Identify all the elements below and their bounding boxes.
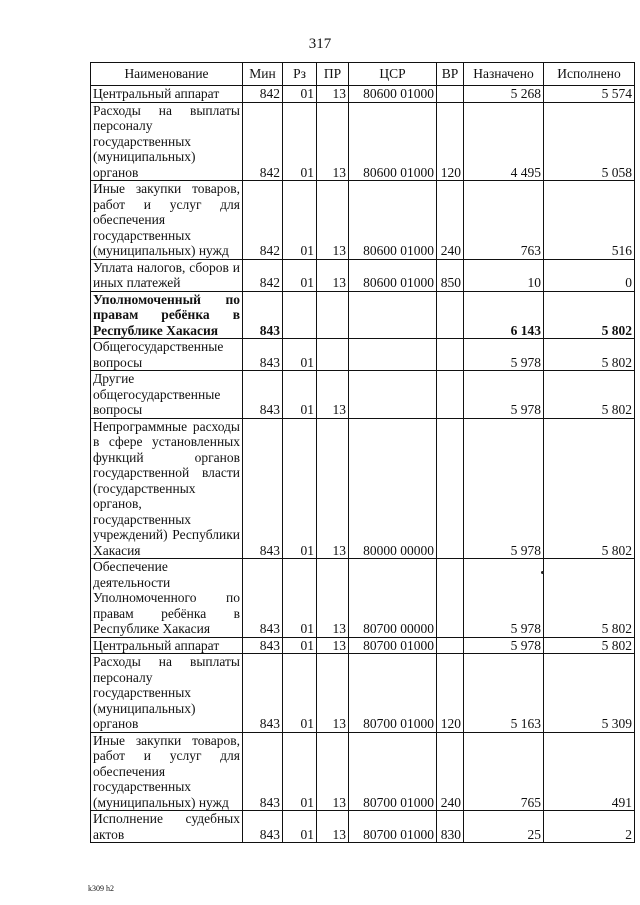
table-row xyxy=(91,86,635,103)
cell-rz: 01 xyxy=(283,654,317,733)
cell-assigned: 763 xyxy=(464,181,544,260)
cell-executed: 5 802 xyxy=(544,291,635,339)
cell-csr xyxy=(349,339,437,371)
cell-vr: 120 xyxy=(437,654,464,733)
budget-table xyxy=(90,62,635,843)
cell-rz: 01 xyxy=(283,86,317,103)
cell-min: 842 xyxy=(243,181,283,260)
cell-min: 843 xyxy=(243,654,283,733)
cell-name: Другие общегосударственные вопросы xyxy=(91,371,243,419)
cell-pr: 13 xyxy=(317,654,349,733)
cell-vr: 120 xyxy=(437,102,464,181)
cell-csr xyxy=(349,371,437,419)
table-row xyxy=(91,291,635,339)
cell-rz: 01 xyxy=(283,259,317,291)
cell-name: Расходы на выплаты персоналу государственных (муниципальных) органов xyxy=(91,654,243,733)
cell-min: 842 xyxy=(243,259,283,291)
cell-csr: 80700 01000 xyxy=(349,732,437,811)
cell-name: Уплата налогов, сборов и иных платежей xyxy=(91,259,243,291)
table-row xyxy=(91,181,635,260)
cell-csr: 80600 01000 xyxy=(349,181,437,260)
cell-pr: 13 xyxy=(317,732,349,811)
table-row xyxy=(91,259,635,291)
cell-name: Обеспечение деятельности Уполномоченного по правам ребёнка в Республике Хакасия xyxy=(91,559,243,638)
cell-vr xyxy=(437,339,464,371)
cell-vr xyxy=(437,559,464,638)
cell-min: 843 xyxy=(243,418,283,559)
cell-vr: 240 xyxy=(437,732,464,811)
cell-pr: 13 xyxy=(317,811,349,843)
table-row xyxy=(91,654,635,733)
cell-assigned: 5 978 xyxy=(464,371,544,419)
cell-vr xyxy=(437,291,464,339)
cell-pr xyxy=(317,339,349,371)
cell-vr xyxy=(437,637,464,654)
cell-pr xyxy=(317,291,349,339)
cell-min: 843 xyxy=(243,811,283,843)
cell-csr: 80700 01000 xyxy=(349,654,437,733)
cell-min: 843 xyxy=(243,291,283,339)
cell-executed: 5 309 xyxy=(544,654,635,733)
cell-pr: 13 xyxy=(317,559,349,638)
cell-rz: 01 xyxy=(283,811,317,843)
cell-pr: 13 xyxy=(317,181,349,260)
cell-name: Уполномоченный по правам ребёнка в Республике Хакасия xyxy=(91,291,243,339)
cell-name: Иные закупки товаров, работ и услуг для обеспечения государственных (муниципальных) нужд xyxy=(91,181,243,260)
column-header: ЦСР xyxy=(349,63,437,86)
cell-vr xyxy=(437,86,464,103)
cell-executed: 5 802 xyxy=(544,339,635,371)
cell-assigned: 10 xyxy=(464,259,544,291)
column-header: Рз xyxy=(283,63,317,86)
cell-executed: 0 xyxy=(544,259,635,291)
cell-rz: 01 xyxy=(283,732,317,811)
cell-min: 842 xyxy=(243,86,283,103)
cell-pr: 13 xyxy=(317,637,349,654)
table-row xyxy=(91,559,635,638)
cell-min: 843 xyxy=(243,559,283,638)
cell-name: Общегосударственные вопросы xyxy=(91,339,243,371)
cell-name: Центральный аппарат xyxy=(91,637,243,654)
cell-assigned: 765 xyxy=(464,732,544,811)
column-header: Наименование xyxy=(91,63,243,86)
cell-name: Центральный аппарат xyxy=(91,86,243,103)
cell-assigned: 4 495 xyxy=(464,102,544,181)
cell-rz: 01 xyxy=(283,559,317,638)
cell-executed: 5 802 xyxy=(544,418,635,559)
cell-vr xyxy=(437,371,464,419)
cell-executed: 5 802 xyxy=(544,371,635,419)
cell-name: Иные закупки товаров, работ и услуг для обеспечения государственных (муниципальных) нужд xyxy=(91,732,243,811)
cell-vr: 830 xyxy=(437,811,464,843)
cell-executed: 5 574 xyxy=(544,86,635,103)
cell-executed: 491 xyxy=(544,732,635,811)
cell-assigned: 5 163 xyxy=(464,654,544,733)
cell-min: 842 xyxy=(243,102,283,181)
cell-rz: 01 xyxy=(283,637,317,654)
cell-executed: 2 xyxy=(544,811,635,843)
column-header: ПР xyxy=(317,63,349,86)
cell-assigned: 5 268 xyxy=(464,86,544,103)
scan-speck xyxy=(541,571,544,574)
column-header: ВР xyxy=(437,63,464,86)
cell-csr: 80700 01000 xyxy=(349,637,437,654)
table-row xyxy=(91,339,635,371)
column-header: Исполнено xyxy=(544,63,635,86)
cell-name: Расходы на выплаты персоналу государственных (муниципальных) органов xyxy=(91,102,243,181)
cell-csr xyxy=(349,291,437,339)
cell-min: 843 xyxy=(243,371,283,419)
cell-pr: 13 xyxy=(317,418,349,559)
cell-csr: 80600 01000 xyxy=(349,259,437,291)
table-row xyxy=(91,102,635,181)
cell-pr: 13 xyxy=(317,259,349,291)
cell-vr xyxy=(437,418,464,559)
cell-assigned: 5 978 xyxy=(464,637,544,654)
cell-csr: 80600 01000 xyxy=(349,86,437,103)
cell-csr: 80600 01000 xyxy=(349,102,437,181)
cell-rz: 01 xyxy=(283,102,317,181)
cell-assigned: 25 xyxy=(464,811,544,843)
table-row xyxy=(91,371,635,419)
cell-assigned: 5 978 xyxy=(464,339,544,371)
table-header-row xyxy=(91,63,635,86)
cell-vr: 240 xyxy=(437,181,464,260)
cell-csr: 80700 00000 xyxy=(349,559,437,638)
table-row xyxy=(91,637,635,654)
table-row xyxy=(91,732,635,811)
cell-executed: 5 058 xyxy=(544,102,635,181)
cell-csr: 80700 01000 xyxy=(349,811,437,843)
cell-csr: 80000 00000 xyxy=(349,418,437,559)
page-number: 317 xyxy=(308,36,332,52)
cell-min: 843 xyxy=(243,339,283,371)
footer-code: k309 h2 xyxy=(88,884,114,893)
table-row xyxy=(91,811,635,843)
cell-rz: 01 xyxy=(283,181,317,260)
cell-rz: 01 xyxy=(283,418,317,559)
cell-min: 843 xyxy=(243,732,283,811)
cell-min: 843 xyxy=(243,637,283,654)
cell-pr: 13 xyxy=(317,102,349,181)
cell-name: Непрограммные расходы в сфере установленных функций органов государственной власти (государственных органов, государственных учреждений) Республики Хакасия xyxy=(91,418,243,559)
cell-vr: 850 xyxy=(437,259,464,291)
cell-pr: 13 xyxy=(317,86,349,103)
cell-rz xyxy=(283,291,317,339)
table-row xyxy=(91,418,635,559)
cell-executed: 5 802 xyxy=(544,559,635,638)
table-body xyxy=(91,86,635,843)
cell-pr: 13 xyxy=(317,371,349,419)
cell-assigned: 6 143 xyxy=(464,291,544,339)
cell-executed: 5 802 xyxy=(544,637,635,654)
cell-rz: 01 xyxy=(283,339,317,371)
column-header: Назначено xyxy=(464,63,544,86)
cell-executed: 516 xyxy=(544,181,635,260)
cell-rz: 01 xyxy=(283,371,317,419)
cell-name: Исполнение судебных актов xyxy=(91,811,243,843)
cell-assigned: 5 978 xyxy=(464,559,544,638)
column-header: Мин xyxy=(243,63,283,86)
cell-assigned: 5 978 xyxy=(464,418,544,559)
